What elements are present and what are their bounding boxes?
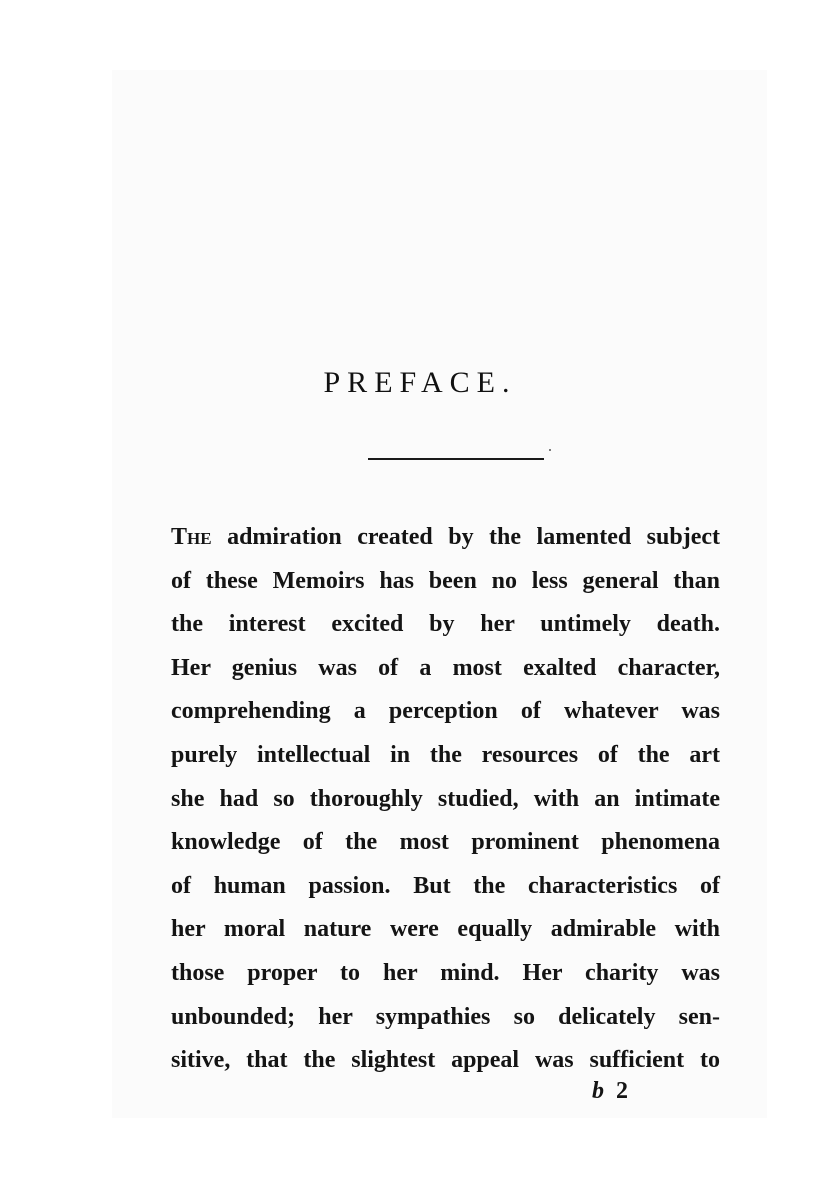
preface-body xyxy=(171,516,720,1083)
text-line: Her genius was of a most exalted character, xyxy=(171,654,720,681)
signature-number: 2 xyxy=(616,1078,628,1104)
text-line: unbounded; her sympathies so delicately sen- xyxy=(171,1003,720,1030)
rule-speck xyxy=(549,449,551,451)
text-line: of human passion. But the characteristics of xyxy=(171,872,720,899)
text-line: knowledge of the most prominent phenomena xyxy=(171,829,720,856)
page-title: PREFACE. xyxy=(323,366,517,399)
text-line: sitive, that the slightest appeal was sufficient to xyxy=(171,1047,720,1074)
signature-letter: b xyxy=(592,1078,604,1104)
text-line: of these Memoirs has been no less general than xyxy=(171,567,720,594)
signature-mark xyxy=(592,1078,628,1105)
first-word: The xyxy=(171,524,212,550)
first-line-rest: admiration created by the lamented subject xyxy=(211,524,720,550)
text-line xyxy=(171,516,720,560)
text-line: those proper to her mind. Her charity was xyxy=(171,959,720,986)
text-line: she had so thoroughly studied, with an intimate xyxy=(171,785,720,812)
text-line: the interest excited by her untimely death. xyxy=(171,611,720,638)
title-rule xyxy=(368,458,544,460)
text-line: comprehending a perception of whatever was xyxy=(171,698,720,725)
text-line: purely intellectual in the resources of the art xyxy=(171,741,720,768)
text-line: her moral nature were equally admirable with xyxy=(171,916,720,943)
